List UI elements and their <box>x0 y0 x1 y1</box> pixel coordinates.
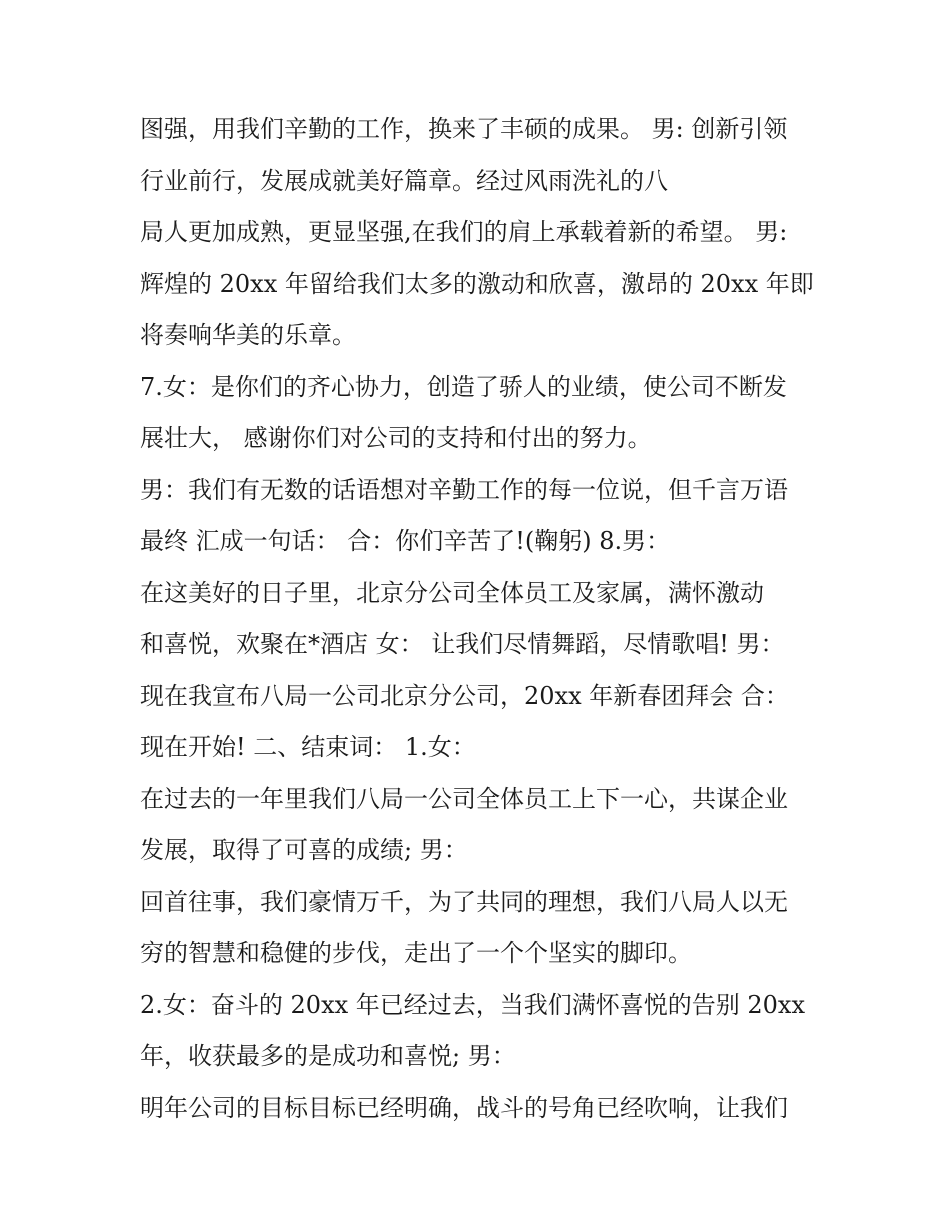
text-line: 穷的智慧和稳健的步伐，走出了一个个坚实的脚印。 <box>140 939 692 967</box>
text-line: 将奏响华美的乐章。 <box>140 321 356 349</box>
text-line: 发展，取得了可喜的成绩; 男： <box>140 836 468 864</box>
text-line: 最终 汇成一句话： 合：你们辛苦了!(鞠躬) 8.男： <box>140 527 671 555</box>
text-line: 现在开始! 二、结束词： 1.女： <box>140 733 476 761</box>
text-line: 在过去的一年里我们八局一公司全体员工上下一心，共谋企业 <box>140 784 788 813</box>
text-line: 局人更加成熟，更显坚强,在我们的肩上承载着新的希望。 男: <box>140 218 788 246</box>
text-line: 男：我们有无数的话语想对辛勤工作的每一位说，但千言万语 <box>140 475 788 504</box>
text-line: 辉煌的 20xx 年留给我们太多的激动和欣喜，激昂的 20xx 年即 <box>140 269 814 298</box>
text-line: 展壮大， 感谢你们对公司的支持和付出的努力。 <box>140 424 652 452</box>
text-line: 回首往事，我们豪情万千，为了共同的理想，我们八局人以无 <box>140 887 788 916</box>
text-line: 行业前行，发展成就美好篇章。经过风雨洗礼的八 <box>140 166 668 195</box>
text-line: 在这美好的日子里，北京分公司全体员工及家属，满怀激动 <box>140 578 764 607</box>
text-line: 现在我宣布八局一公司北京分公司，20xx 年新春团拜会 合： <box>140 681 789 710</box>
text-line: 明年公司的目标目标已经明确，战斗的号角已经吹响，让我们 <box>140 1093 788 1122</box>
text-line: 和喜悦，欢聚在*酒店 女： 让我们尽情舞蹈，尽情歌唱! 男： <box>140 630 785 658</box>
document-body <box>140 104 820 1134</box>
text-line: 年，收获最多的是成功和喜悦; 男： <box>140 1042 516 1070</box>
text-line: 2.女：奋斗的 20xx 年已经过去，当我们满怀喜悦的告别 20xx <box>140 990 806 1019</box>
text-line: 7.女：是你们的齐心协力，创造了骄人的业绩，使公司不断发 <box>140 372 787 401</box>
text-line: 图强，用我们辛勤的工作，换来了丰硕的成果。 男: 创新引领 <box>140 115 788 143</box>
